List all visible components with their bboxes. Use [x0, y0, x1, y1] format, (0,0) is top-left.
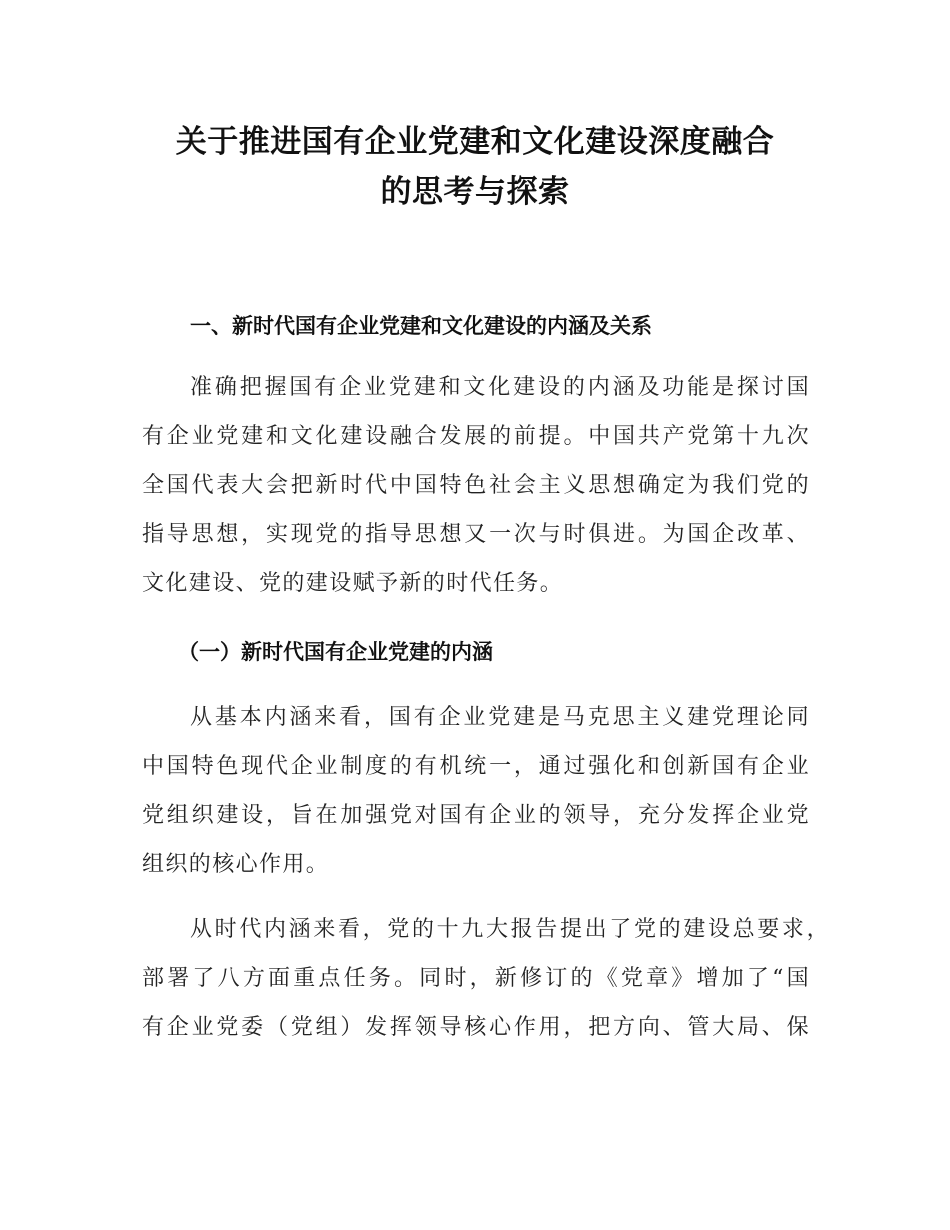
section-heading: 一、新时代国有企业党建和文化建设的内涵及关系: [190, 314, 652, 338]
paragraph-line: 从基本内涵来看，国有企业党建是马克思主义建党理论同: [190, 705, 810, 730]
subsection-heading: （一）新时代国有企业党建的内涵: [178, 640, 493, 664]
paragraph-line: 指导思想，实现党的指导思想又一次与时俱进。为国企改革、: [142, 522, 810, 547]
paragraph-line: 组织的核心作用。: [142, 852, 330, 877]
paragraph-line: 文化建设、党的建设赋予新的时代任务。: [142, 571, 564, 596]
paragraph-line: 党组织建设，旨在加强党对国有企业的领导，充分发挥企业党: [142, 803, 810, 828]
document-title-line-2: 的思考与探索: [380, 174, 570, 210]
paragraph-line: 中国特色现代企业制度的有机统一，通过强化和创新国有企业: [142, 754, 810, 779]
paragraph-line: 有企业党建和文化建设融合发展的前提。中国共产党第十九次: [142, 424, 810, 449]
paragraph-line: 全国代表大会把新时代中国特色社会主义思想确定为我们党的: [142, 473, 810, 498]
paragraph-line: 部署了八方面重点任务。同时，新修订的《党章》增加了“国: [142, 966, 810, 991]
document-title-line-1: 关于推进国有企业党建和文化建设深度融合: [175, 124, 775, 160]
paragraph-line: 从时代内涵来看，党的十九大报告提出了党的建设总要求，: [190, 917, 830, 942]
paragraph-line: 有企业党委（党组）发挥领导核心作用，把方向、管大局、保: [142, 1015, 810, 1040]
paragraph-line: 准确把握国有企业党建和文化建设的内涵及功能是探讨国: [190, 375, 810, 400]
